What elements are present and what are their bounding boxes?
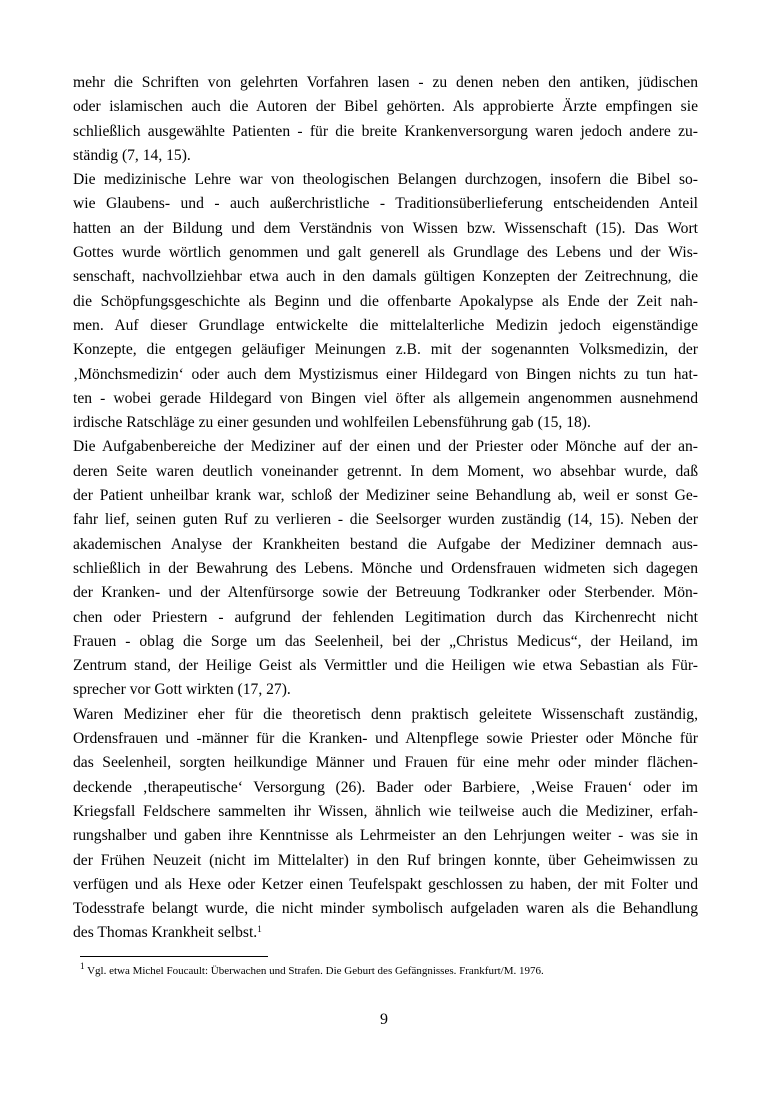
text-line: mehr die Schriften von gelehrten Vorfahren lasen - zu denen neben den antiken, jüdischen <box>73 74 698 91</box>
footnote <box>80 961 700 981</box>
text-line: Gottes wurde wörtlich genommen und galt generell als Grundlage des Lebens und der Wis- <box>73 244 698 262</box>
text-line: verfügen und als Hexe oder Ketzer einen Teufelspakt geschlossen zu haben, der mit Folter und <box>73 875 698 893</box>
text-line: ständig (7, 14, 15). <box>73 146 191 164</box>
text-line: rungshalber und gaben ihre Kenntnisse als Lehrmeister an den Lehrjungen weiter - was sie in <box>73 827 698 845</box>
text-line: deckende ‚therapeutische‘ Versorgung (26). Bader oder Barbiere, ‚Weise Frauen‘ oder im <box>73 778 698 796</box>
body-text <box>73 71 698 946</box>
text-line: hatten an der Bildung und dem Verständnis von Wissen bzw. Wissenschaft (15). Das Wort <box>73 219 698 237</box>
text-line: der Kranken- und der Altenfürsorge sowie der Betreuung Todkranker oder Sterbender. Mön- <box>73 584 698 602</box>
text-line: chen oder Priestern - aufgrund der fehlenden Legitimation durch das Kirchenrecht nicht <box>73 608 698 626</box>
text-line: die Schöpfungsgeschichte als Beginn und die offenbarte Apokalypse als Ende der Zeit nah- <box>73 292 698 310</box>
text-line: Waren Mediziner eher für die theoretisch denn praktisch geleitete Wissenschaft zuständig, <box>73 705 698 723</box>
text-line: deren Seite waren deutlich voneinander getrennt. In dem Moment, wo absehbar wurde, daß <box>73 462 698 480</box>
text-line: Die Aufgabenbereiche der Mediziner auf der einen und der Priester oder Mönche auf der an- <box>73 438 698 456</box>
footnote-separator <box>80 956 268 957</box>
text-line: Todesstrafe belangt wurde, die nicht minder symbolisch aufgeladen waren als die Behandlung <box>73 900 698 918</box>
text-line: das Seelenheil, sorgten heilkundige Männer und Frauen für eine mehr oder minder flächen- <box>73 754 698 772</box>
text-line: Konzepte, die entgegen geläufiger Meinungen z.B. mit der sogenannten Volksmedizin, der <box>73 341 698 359</box>
text-line: sprecher vor Gott wirkten (17, 27). <box>73 681 291 699</box>
footnote-marker: 1 <box>80 961 85 971</box>
page-number: 9 <box>380 1011 388 1028</box>
footnote-text: Vgl. etwa Michel Foucault: Überwachen und Strafen. Die Geburt des Gefängnisses. Frankfurt/M. 1976. <box>87 965 544 977</box>
text-line: Kriegsfall Feldschere sammelten ihr Wissen, ähnlich wie teilweise auch die Mediziner, erfah- <box>73 802 698 820</box>
text-line: Frauen - oblag die Sorge um das Seelenheil, bei der „Christus Medicus“, der Heiland, im <box>73 632 698 650</box>
text-line: der Frühen Neuzeit (nicht im Mittelalter) in den Ruf bringen konnte, über Geheimwissen zu <box>73 851 698 869</box>
text-line: irdische Ratschläge zu einer gesunden und wohlfeilen Lebensführung gab (15, 18). <box>73 414 591 432</box>
text-line: ten - wobei gerade Hildegard von Bingen viel öfter als allgemein angenommen ausnehmend <box>73 389 698 407</box>
text-line: oder islamischen auch die Autoren der Bibel gehörten. Als approbierte Ärzte empfingen sie <box>73 98 698 116</box>
final-line-text: des Thomas Krankheit selbst. <box>73 924 258 942</box>
text-line: fahr lief, seinen guten Ruf zu verlieren - die Seelsorger wurden zuständig (14, 15). Neben der <box>73 511 698 529</box>
text-line-final <box>73 921 698 945</box>
footnote-reference[interactable]: 1 <box>257 924 262 935</box>
text-line: men. Auf dieser Grundlage entwickelte die mittelalterliche Medizin jedoch eigenständige <box>73 316 698 334</box>
text-line: wie Glaubens- und - auch außerchristliche - Traditionsüberlieferung entscheidenden Anteil <box>73 195 698 213</box>
text-line: Die medizinische Lehre war von theologischen Belangen durchzogen, insofern die Bibel so- <box>73 171 698 189</box>
text-line: Ordensfrauen und -männer für die Kranken- und Altenpflege sowie Priester oder Mönche für <box>73 730 698 748</box>
text-line: akademischen Analyse der Krankheiten bestand die Aufgabe der Mediziner demnach aus- <box>73 535 698 553</box>
text-line: senschaft, nachvollziehbar etwa auch in den damals gültigen Konzepten der Zeitrechnung, die <box>73 268 698 286</box>
text-line: der Patient unheilbar krank war, schloß der Mediziner seine Behandlung ab, weil er sonst Ge- <box>73 487 698 505</box>
text-line: schließlich ausgewählte Patienten - für die breite Krankenversorgung waren jedoch andere zu- <box>73 122 698 140</box>
text-line: schließlich in der Bewahrung des Lebens. Mönche und Ordensfrauen widmeten sich dagegen <box>73 559 698 577</box>
text-line: ‚Mönchsmedizin‘ oder auch dem Mystizismus einer Hildegard von Bingen nichts zu tun hat- <box>73 365 698 383</box>
text-line: Zentrum stand, der Heilige Geist als Vermittler und die Heiligen wie etwa Sebastian als Für- <box>73 657 698 675</box>
